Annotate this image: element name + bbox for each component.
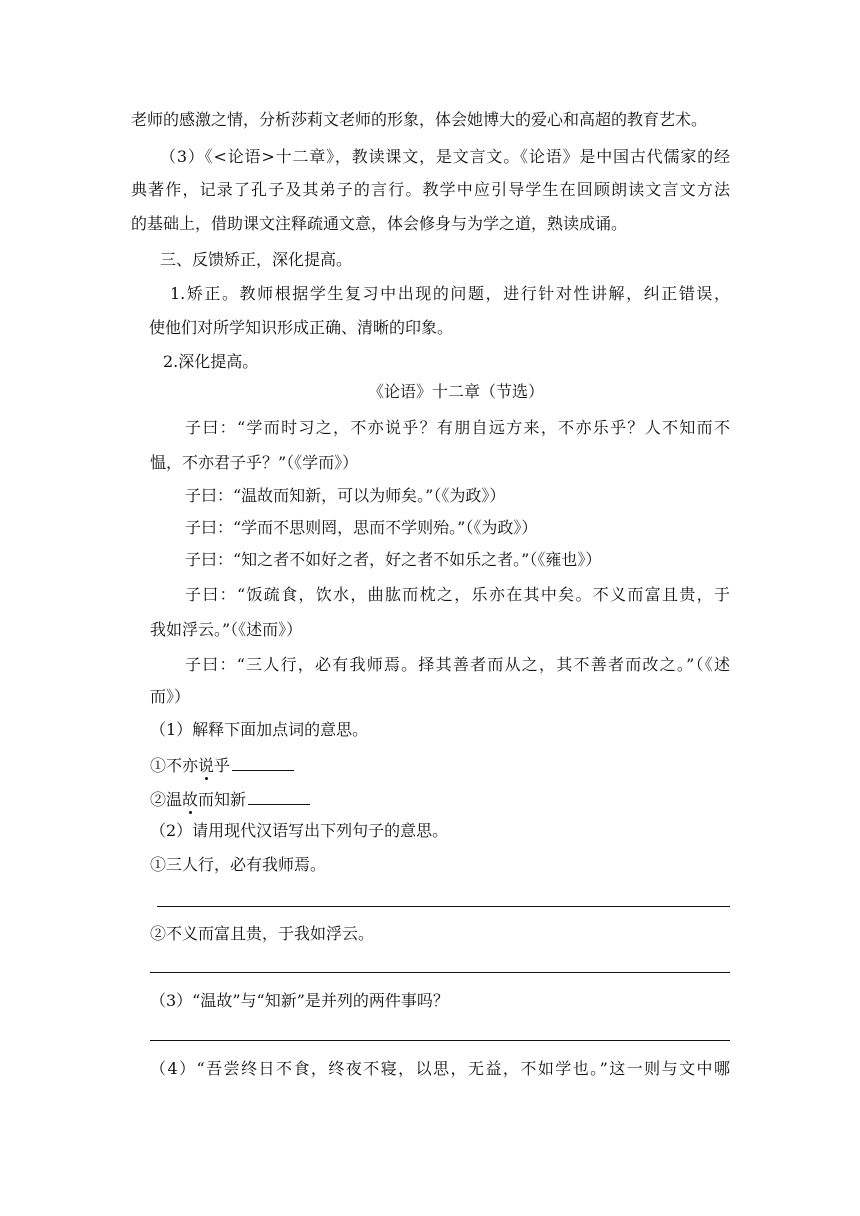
answer-blank-1b[interactable] <box>248 786 310 805</box>
question-1b-suffix: 而知新 <box>198 790 247 809</box>
question-4: （4）“吾尝终日不食，终夜不寝，以思，无益，不如学也。”这一则与文中哪 <box>150 1059 730 1078</box>
passage-5-line-1: 子曰：“饭疏食，饮水，曲肱而枕之，乐亦在其中矣。不义而富且贵，于 <box>185 585 730 604</box>
section-heading: 三、反馈矫正，深化提高。 <box>160 250 353 269</box>
text-line-1: 老师的感激之情，分析莎莉文老师的形象，体会她博大的爱心和高超的教育艺术。 <box>131 110 708 129</box>
passage-4: 子曰：“知之者不如好之者，好之者不如乐之者。”（《雍也》） <box>185 550 602 569</box>
question-1: （1）解释下面加点词的意思。 <box>150 720 369 739</box>
passage-6-line-1: 子曰：“三人行，必有我师焉。择其善者而从之，其不善者而改之。”（《述 <box>185 655 730 674</box>
passage-2: 子曰：“温故而知新，可以为师矣。”（《为政》） <box>185 486 506 505</box>
passage-6-line-2: 而》） <box>150 687 191 706</box>
subsection-heading: 2.深化提高。 <box>163 352 259 371</box>
passage-1-line-1: 子曰：“学而时习之，不亦说乎？有朋自远方来，不亦乐乎？人不知而不 <box>185 418 730 437</box>
text-line-2: （3）《<论语>十二章》，教读课文，是文言文。《论语》是中国古代儒家的经 <box>160 147 730 166</box>
answer-line-3[interactable] <box>150 1040 730 1041</box>
answer-blank-1a[interactable] <box>232 752 294 771</box>
question-3: （3）“温故”与“知新”是并列的两件事吗？ <box>150 991 449 1010</box>
question-1b <box>150 786 310 809</box>
answer-line-2a[interactable] <box>157 906 730 907</box>
dotted-character: 故 <box>182 790 199 809</box>
question-1a <box>150 752 294 775</box>
question-2: （2）请用现代汉语写出下列句子的意思。 <box>150 821 449 840</box>
dotted-character: 说 <box>198 756 215 775</box>
question-2a: ①三人行，必有我师焉。 <box>150 855 327 874</box>
text-line-3: 典著作，记录了孔子及其弟子的言行。教学中应引导学生在回顾朗读文言文方法 <box>131 180 730 199</box>
question-1a-prefix: ①不亦 <box>150 756 199 775</box>
passage-3: 子曰：“学而不思则罔，思而不学则殆。”（《为政》） <box>185 518 538 537</box>
question-1b-prefix: ②温 <box>150 790 183 809</box>
text-line-4: 的基础上，借助课文注释疏通文意，体会修身与为学之道，熟读成诵。 <box>131 214 628 233</box>
excerpt-title: 《论语》十二章（节选） <box>368 382 545 401</box>
text-line-7: 使他们对所学知识形成正确、清晰的印象。 <box>149 318 454 337</box>
passage-5-line-2: 我如浮云。”（《述而》） <box>150 620 303 639</box>
question-1a-suffix: 乎 <box>214 756 231 775</box>
answer-line-2b[interactable] <box>150 972 730 973</box>
text-line-6: 1.矫正。教师根据学生复习中出现的问题，进行针对性讲解，纠正错误， <box>170 284 730 303</box>
passage-1-line-2: 愠，不亦君子乎？”（《学而》） <box>150 453 359 472</box>
question-2b: ②不义而富且贵，于我如浮云。 <box>150 924 375 943</box>
